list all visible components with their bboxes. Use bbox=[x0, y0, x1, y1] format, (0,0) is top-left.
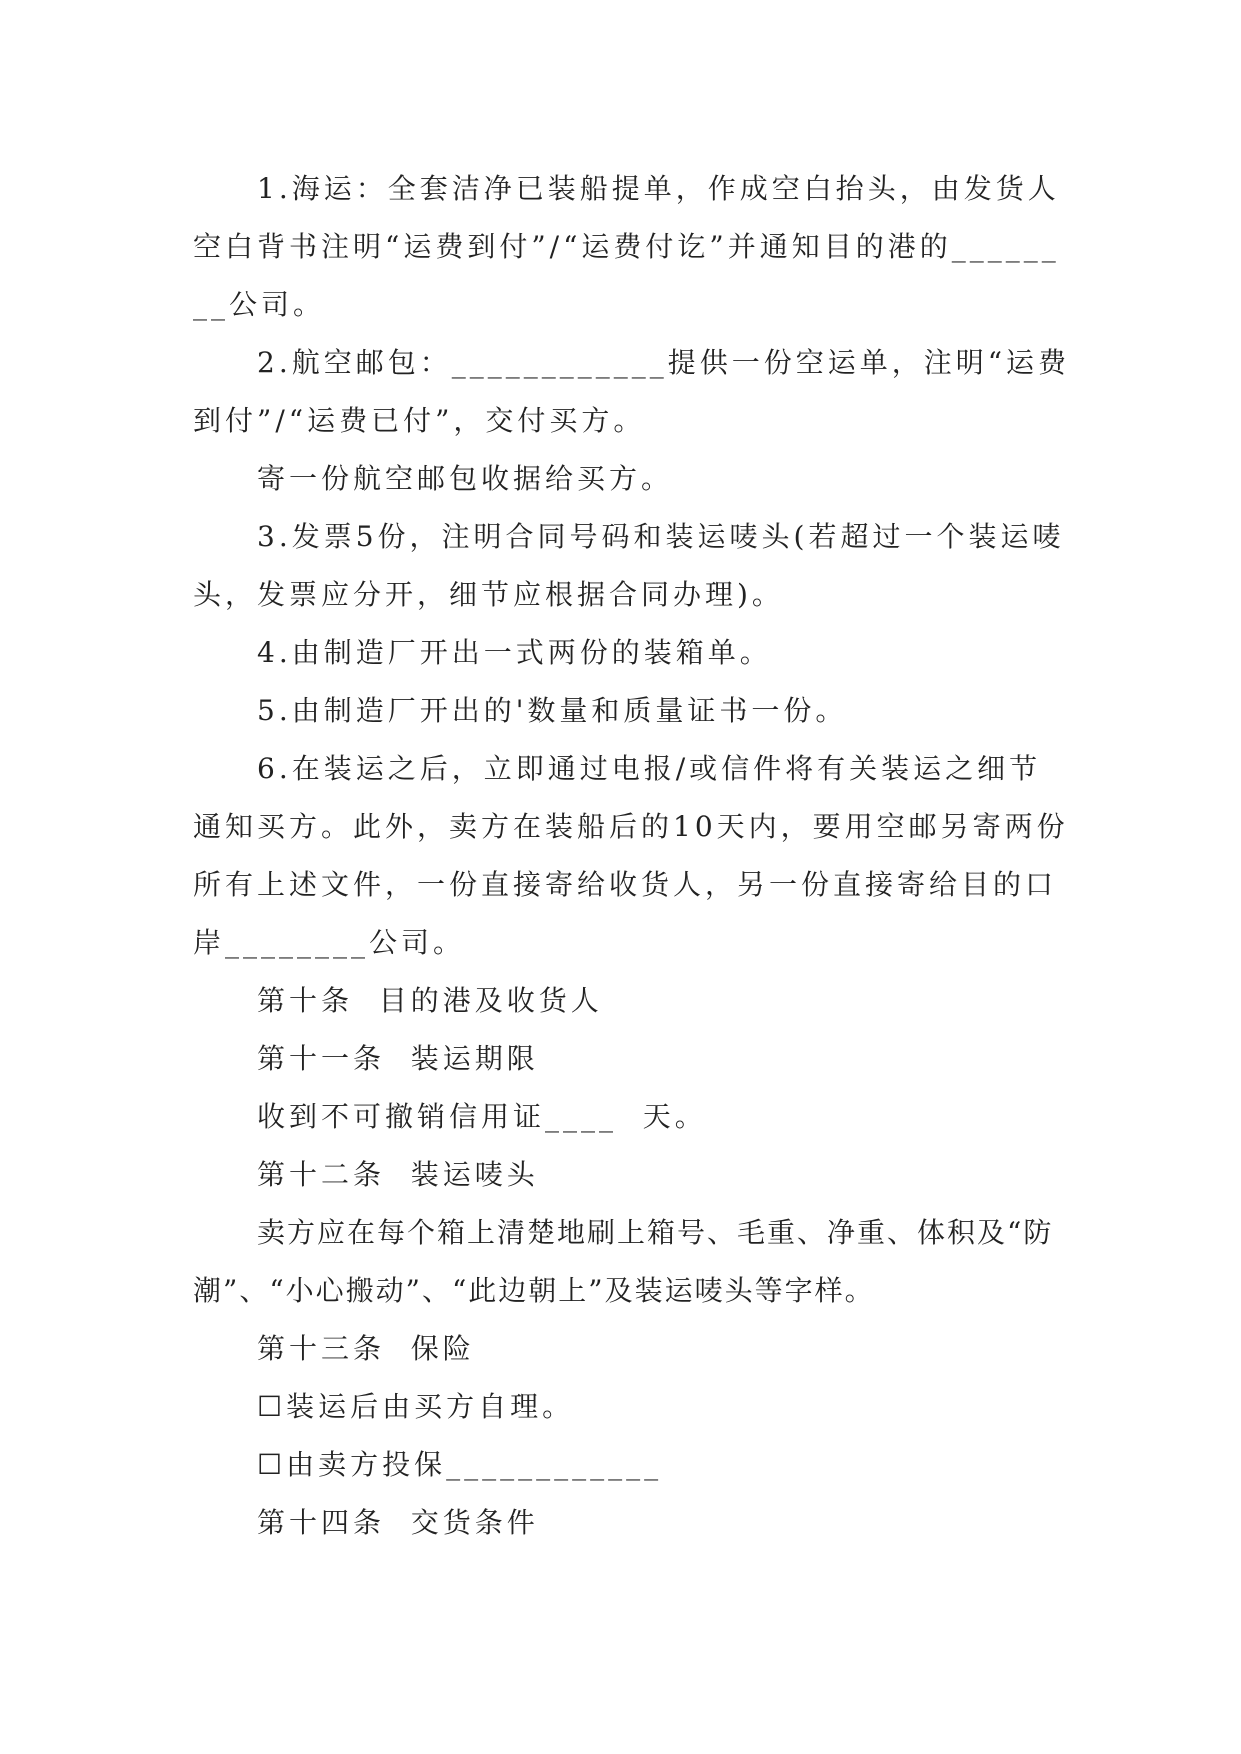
clause-sea-transport: 1.海运：全套洁净已装船提单，作成空白抬头，由发货人空白背书注明“运费到付”/“运费付讫”并通知目的港的________公司。 bbox=[193, 172, 1060, 321]
insurance-option-seller: ☐由卖方投保____________ bbox=[257, 1448, 663, 1481]
article-14-heading: 第十四条 交货条件 bbox=[257, 1506, 539, 1539]
article-12-heading: 第十二条 装运唛头 bbox=[257, 1158, 539, 1191]
clause-shipment-notice: 6.在装运之后，立即通过电报/或信件将有关装运之细节通知买方。此外，卖方在装船后的10天内，要用空邮另寄两份所有上述文件，一份直接寄给收货人，另一份直接寄给目的口岸________公司。 bbox=[193, 752, 1069, 959]
clause-air-parcel-receipt: 寄一份航空邮包收据给买方。 bbox=[257, 462, 674, 495]
clause-quality-certificate: 5.由制造厂开出的'数量和质量证书一份。 bbox=[257, 694, 848, 727]
article-11-heading: 第十一条 装运期限 bbox=[257, 1042, 539, 1075]
contract-text-block bbox=[193, 160, 1073, 1552]
clause-invoice: 3.发票5份，注明合同号码和装运唛头(若超过一个装运唛头，发票应分开，细节应根据合同办理)。 bbox=[193, 520, 1065, 611]
article-12-text: 卖方应在每个箱上清楚地刷上箱号、毛重、净重、体积及“防潮”、“小心搬动”、“此边朝上”及装运唛头等字样。 bbox=[193, 1216, 1054, 1307]
clause-air-parcel: 2.航空邮包：____________提供一份空运单，注明“运费到付”/“运费已付”，交付买方。 bbox=[193, 346, 1071, 437]
article-10-heading: 第十条 目的港及收货人 bbox=[257, 984, 603, 1017]
article-13-heading: 第十三条 保险 bbox=[257, 1332, 475, 1365]
clause-packing-list: 4.由制造厂开出一式两份的装箱单。 bbox=[257, 636, 772, 669]
article-11-text: 收到不可撤销信用证____ 天。 bbox=[257, 1100, 707, 1133]
insurance-option-buyer: ☐装运后由买方自理。 bbox=[257, 1390, 575, 1423]
